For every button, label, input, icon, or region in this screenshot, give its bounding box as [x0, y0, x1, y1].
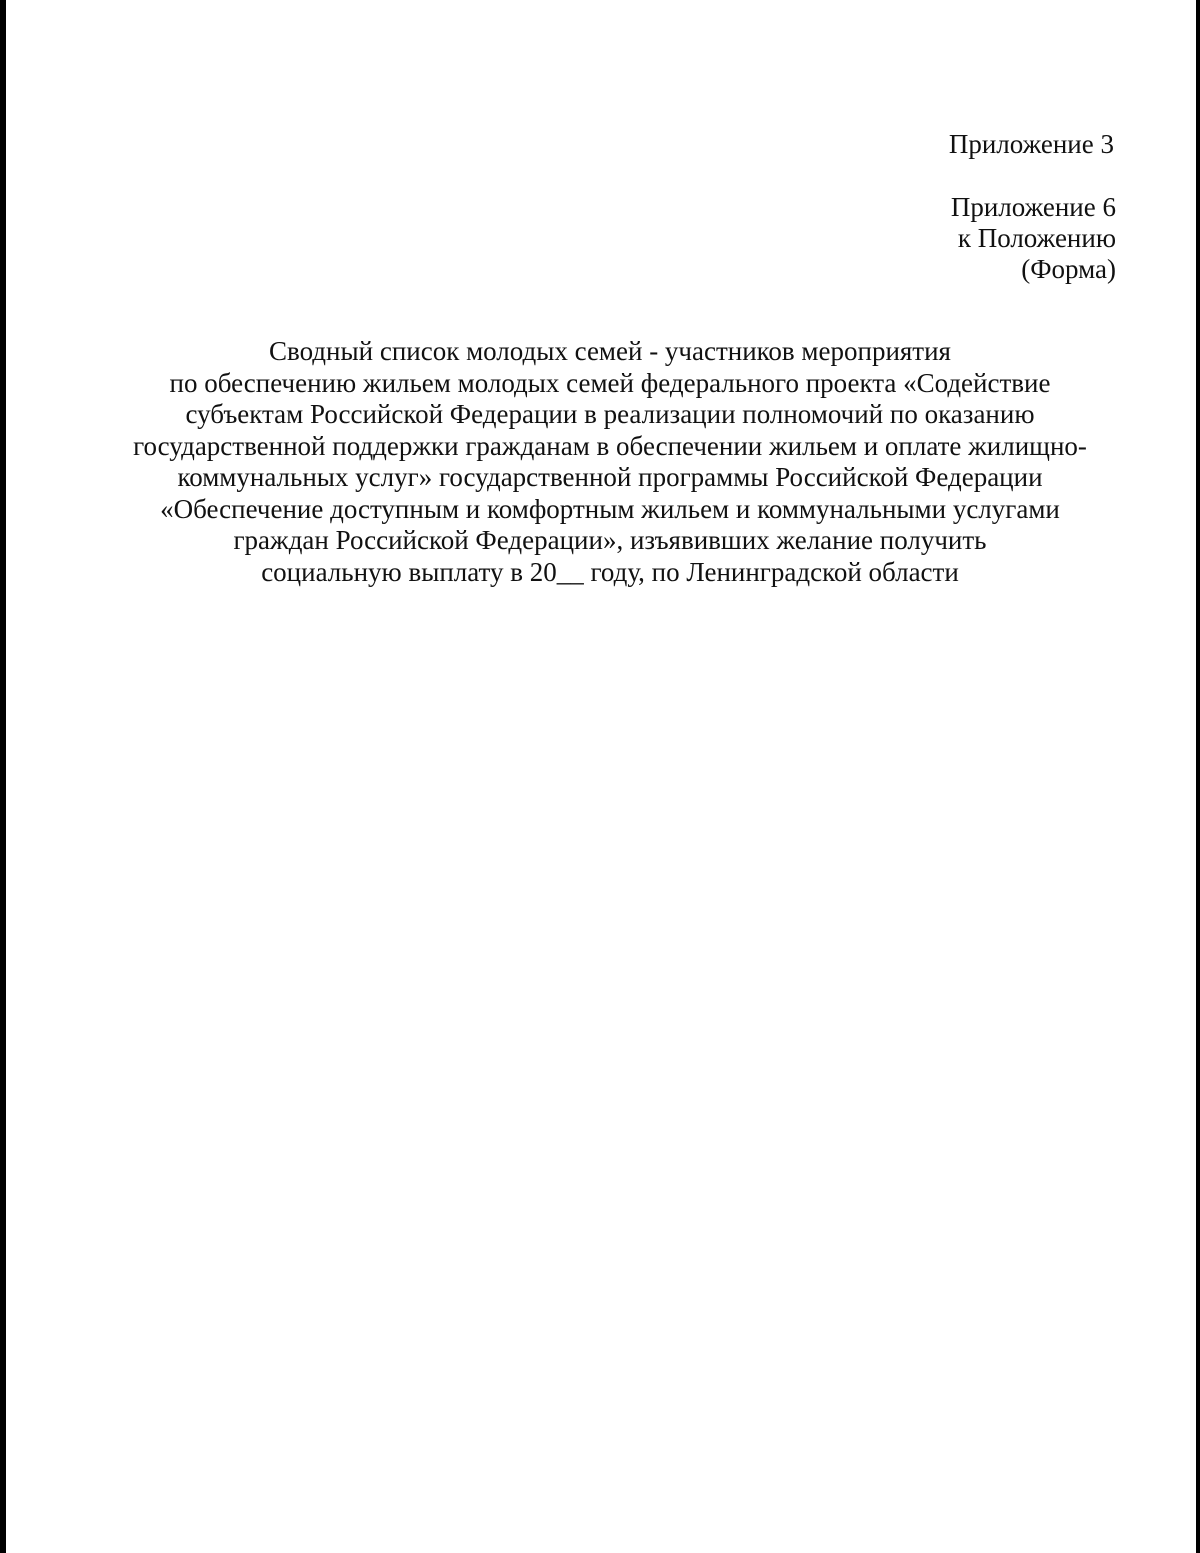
appendix-6-block: [951, 192, 1116, 285]
title-line-2: по обеспечению жильем молодых семей федерального проекта «Содействие: [169, 367, 1051, 398]
title-line-3: субъектам Российской Федерации в реализации полномочий по оказанию: [185, 399, 1035, 429]
title-line-8: социальную выплату в 20__ году, по Ленинградской области: [261, 556, 959, 587]
title-line-7: граждан Российской Федерации», изъявивших желание получить: [233, 525, 987, 555]
appendix-6-label: Приложение 6: [950, 192, 1116, 222]
form-label: (Форма): [1021, 254, 1116, 284]
scan-border-right: [1196, 0, 1200, 1553]
title-line-1: Сводный список молодых семей - участников мероприятия: [269, 336, 951, 366]
title-line-4: государственной поддержки гражданам в обеспечении жильем и оплате жилищно-: [133, 430, 1087, 461]
title-line-5: коммунальных услуг» государственной программы Российской Федерации: [177, 462, 1043, 492]
appendix-3-label: Приложение 3: [948, 129, 1114, 159]
document-title: [100, 336, 1120, 588]
title-line-6: «Обеспечение доступным и комфортным жильем и коммунальными услугами: [160, 493, 1060, 524]
to-regulation-label: к Положению: [957, 223, 1116, 253]
scan-border-left: [0, 0, 6, 1553]
